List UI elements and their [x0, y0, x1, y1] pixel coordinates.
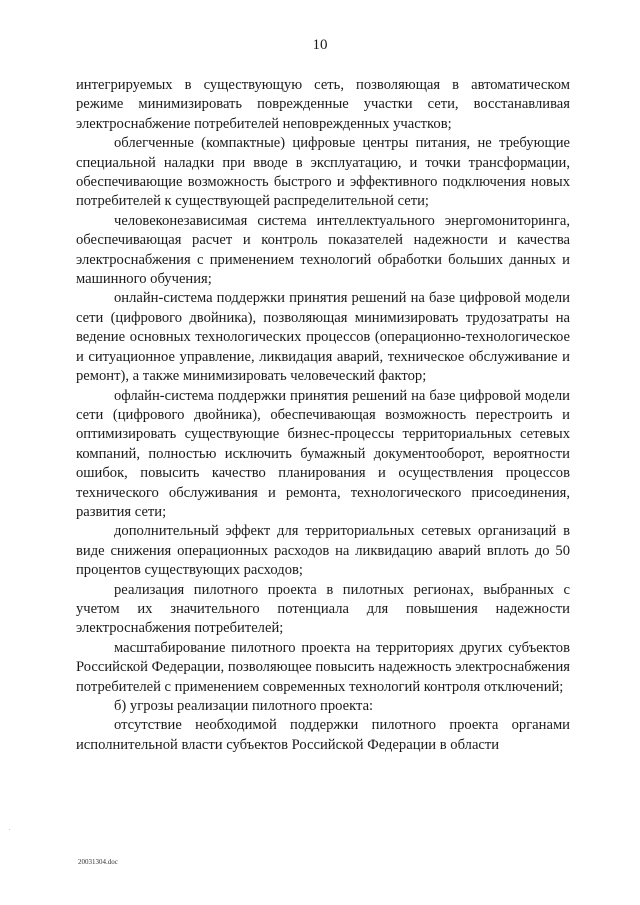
paragraph-lack-of-support: отсутствие необходимой поддержки пилотного проекта органами исполнительной власти субъектов Российской Федерации в области	[76, 717, 570, 753]
paragraph-offline-decision-support: офлайн-система поддержки принятия решений на базе цифровой модели сети (цифрового двойника), обеспечивающая возможность перестроить и оптимизировать существующие бизнес-процессы территориальных сетевых компаний, полностью исключить бумажный документооборот, вероятности ошибок, повысить качество планирования и осуществления процессов технического обслуживания и ремонта, технологического присоединения, развития сети;	[76, 387, 570, 520]
paragraph-online-decision-support: онлайн-система поддержки принятия решений на базе цифровой модели сети (цифрового двойника), позволяющая минимизировать трудозатраты на ведение основных технологических процессов (операционно-технологическое и ситуационное управление, ликвидация аварий, техническое обслуживание и ремонт), а также минимизировать человеческий фактор;	[76, 290, 570, 385]
paragraph-energy-monitoring: человеконезависимая система интеллектуального энергомониторинга, обеспечивающая расчет и контроль показателей надежности и качества электроснабжения с применением технологий обработки больших данных и машинного обучения;	[76, 212, 570, 288]
paragraph-compact-power-centers: облегченные (компактные) цифровые центры питания, не требующие специальной наладки при вводе в эксплуатацию, и точки трансформации, обеспечивающие возможность быстрого и эффективного подключения новых потребителей к существующей распределительной сети;	[76, 135, 570, 210]
paragraph-threats-heading: б) угрозы реализации пилотного проекта:	[114, 698, 374, 714]
paragraph-pilot-scaling: масштабирование пилотного проекта на территориях других субъектов Российской Федерации, позволяющее повысить надежность электроснабжения потребителей с применением современных технологий контроля отключений;	[76, 639, 570, 695]
file-footer: 20031304.doc	[78, 858, 118, 866]
margin-mark: .	[9, 826, 11, 832]
paragraph-pilot-implementation: реализация пилотного проекта в пилотных регионах, выбранных с учетом их значительного потенциала для повышения надежности электроснабжения потребителей;	[76, 581, 570, 637]
page-number: 10	[312, 37, 328, 53]
paragraph-continuation: интегрируемых в существующую сеть, позволяющая в автоматическом режиме минимизировать поврежденные участки сети, восстанавливая электроснабжение потребителей неповрежденных участков;	[76, 77, 570, 132]
paragraph-additional-effect: дополнительный эффект для территориальных сетевых организаций в виде снижения операционных расходов на ликвидацию аварий вплоть до 50 процентов существующих расходов;	[76, 523, 570, 579]
document-body	[76, 76, 570, 755]
